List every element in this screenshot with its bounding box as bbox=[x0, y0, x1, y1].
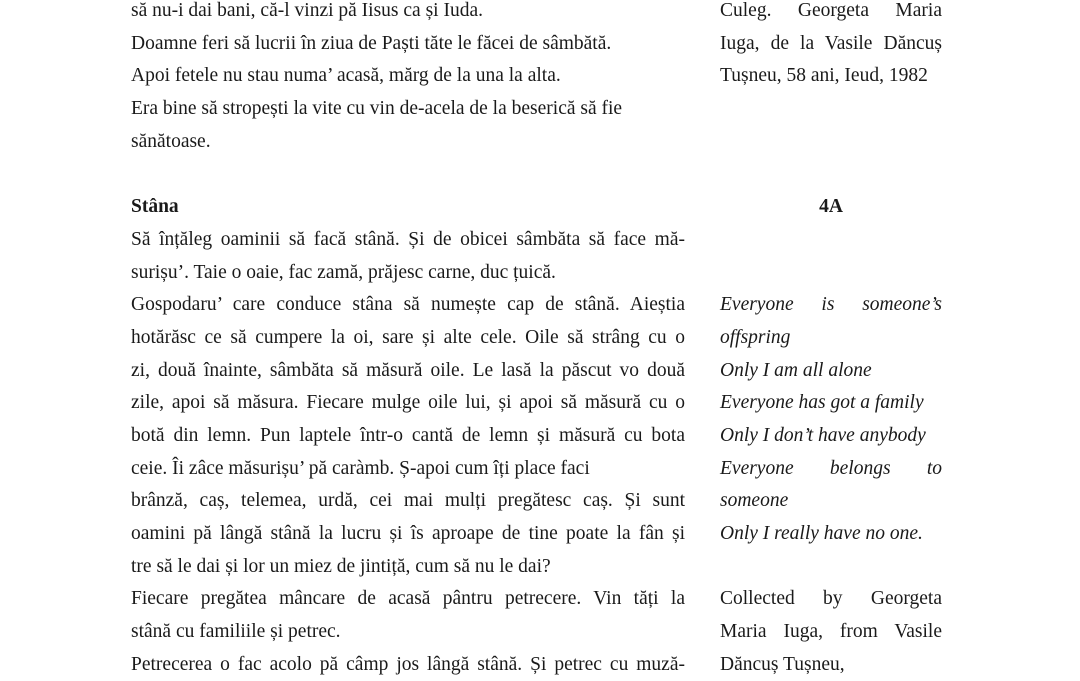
paragraph-spacer bbox=[720, 126, 942, 159]
translation-line: offspring bbox=[720, 326, 791, 348]
paragraph-spacer bbox=[720, 257, 942, 290]
translation-line: someone bbox=[720, 490, 789, 512]
paragraph-spacer bbox=[131, 158, 685, 191]
body-line: Petrecerea o fac acolo pă câmp jos lângă stână. Și petrec cu muză- bbox=[131, 653, 685, 675]
credit-line: Culeg. Georgeta Maria bbox=[720, 0, 942, 21]
body-line: Fiecare pregătea mâncare de acasă pântru petrecere. Vin tăți la bbox=[131, 588, 685, 610]
body-line: brânză, caș, telemea, urdă, cei mai mulți pregătesc caș. Și sunt bbox=[131, 490, 685, 512]
credit-en-line: Maria Iuga, from Vasile bbox=[720, 621, 942, 643]
intro-line: sănătoase. bbox=[131, 130, 211, 152]
intro-line: Doamne feri să lucrii în ziua de Paști tăte le făcei de sâmbătă. bbox=[131, 32, 612, 54]
intro-line: Apoi fetele nu stau numa’ acasă, mărg de la una la alta. bbox=[131, 65, 561, 87]
translation-line: Everyone has got a family bbox=[720, 392, 924, 414]
side-notes-column bbox=[720, 0, 942, 681]
body-line: Gospodaru’ care conduce stâna să numește cap de stână. Aieștia bbox=[131, 294, 685, 316]
translation-line: Only I really have no one. bbox=[720, 523, 923, 544]
translation-line: Everyone belongs to bbox=[720, 457, 942, 479]
intro-line: Era bine să stropești la vite cu vin de-acela de la beserică să fie bbox=[131, 98, 623, 120]
body-line: hotărăsc ce să cumpere la oi, sare și alte cele. Oile să strâng cu o bbox=[131, 326, 685, 348]
body-line: botă din lemn. Pun laptele într-o cantă de lemn și măsură cu bota bbox=[131, 424, 685, 446]
paragraph-spacer bbox=[720, 224, 942, 257]
paragraph-spacer bbox=[720, 93, 942, 126]
translation-line: Only I am all alone bbox=[720, 359, 872, 381]
credit-en-line: Dăncuș Tușneu, bbox=[720, 653, 845, 675]
body-line: stână cu familiile și petrec. bbox=[131, 621, 341, 643]
intro-line: să nu-i dai bani, că-l vinzi pă Iisus ca și Iuda. bbox=[131, 0, 483, 21]
body-line: zile, apoi să măsura. Fiecare mulge oile lui, și apoi să măsură cu o bbox=[131, 392, 685, 414]
credit-en-line: Collected by Georgeta bbox=[720, 588, 942, 610]
body-line: oamini pă lângă stână la lucru și îs aproape de tine poate la fân și bbox=[131, 523, 685, 544]
body-line: Să înțăleg oaminii să facă stână. Și de obicei sâmbăta să face mă- bbox=[131, 228, 685, 250]
credit-line: Iuga, de la Vasile Dăncuș bbox=[720, 32, 942, 54]
body-line: ceie. Îi zâce măsurișu’ pă caràmb. Ș-apoi cum îți place faci bbox=[131, 457, 590, 479]
paragraph-spacer bbox=[720, 551, 942, 584]
body-line: surișu’. Taie o oaie, fac zamă, prăjesc carne, duc țuică. bbox=[131, 261, 556, 283]
translation-line: Only I don’t have anybody bbox=[720, 424, 926, 446]
paragraph-spacer bbox=[720, 158, 942, 191]
translation-line: Everyone is someone’s bbox=[720, 294, 942, 316]
section-title: Stâna bbox=[131, 196, 179, 218]
romanian-text-column bbox=[131, 0, 685, 681]
credit-line: Tușneu, 58 ani, Ieud, 1982 bbox=[720, 65, 928, 87]
section-number: 4A bbox=[819, 196, 843, 218]
body-line: tre să le dai și lor un miez de jintiță, cum să nu le dai? bbox=[131, 555, 551, 577]
body-line: zi, două înainte, sâmbăta să măsură oile. Le lasă la păscut vo două bbox=[131, 359, 685, 381]
